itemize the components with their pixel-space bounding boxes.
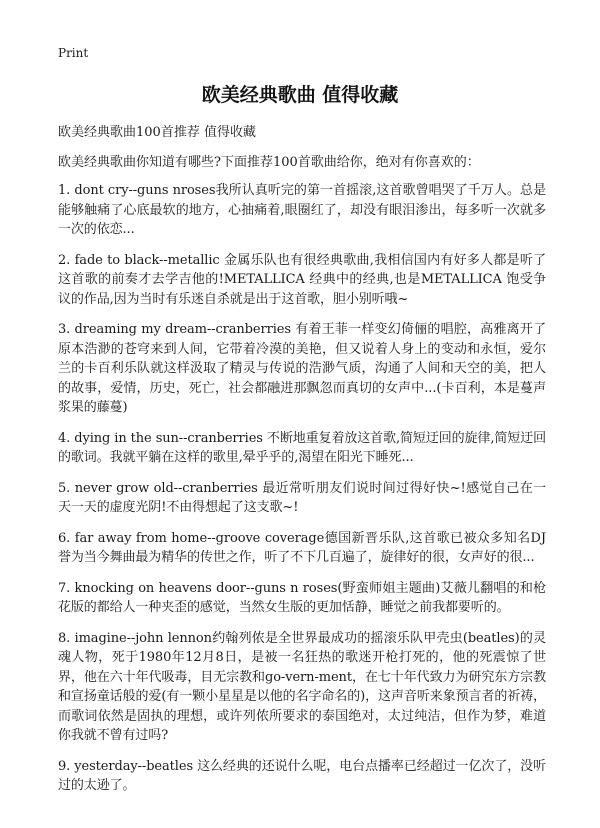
song-item-8: 8. imagine--john lennon约翰列侬是全世界最成功的摇滚乐队甲壳虫(beatles)的灵魂人物，死于1980年12月8日，是被一名狂热的歌迷开枪打死的，他的死震惊了世界，他在六十年代吸毒，目无宗教和go-vern-ment，在七十年代致力为研究东方宗教和宣扬童话般的爱(有一颗小星星是以他的名字命名的)，这声音听来象预言者的祈祷，而歌词依然是固执的理想，或许列侬所要求的泰国绝对，太过纯洁，但作为梦，难道你我就不曾有过吗? <box>58 630 546 743</box>
song-item-4: 4. dying in the sun--cranberries 不断地重复着放这首歌,简短迂回的旋律,简短迂回的歌词。我就平躺在这样的歌里,晕乎乎的,渴望在阳光下睡死... <box>58 430 546 465</box>
song-item-9: 9. yesterday--beatles 这么经典的还说什么呢，电台点播率已经超过一亿次了，没听过的太逊了。 <box>58 758 546 793</box>
song-item-1: 1. dont cry--guns nroses我所认真听完的第一首摇滚,这首歌曾唱哭了千万人。总是能够触痛了心底最软的地方，心抽痛着,眼圈红了，却没有眼泪渗出，每多听一次就多一次的依恋... <box>58 183 546 237</box>
song-item-2: 2. fade to black--metallic 金属乐队也有很经典歌曲,我相信国内有好多人都是听了这首歌的前奏才去学吉他的!METALLICA 经典中的经典,也是METALLICA 饱受争议的作品,因为当时有乐迷自杀就是出于这首歌，胆小别听哦~ <box>58 252 546 307</box>
song-item-6: 6. far away from home--groove coverage德国新晋乐队,这首歌已被众多知名DJ誉为当今舞曲最为精华的传世之作，听了不下几百遍了，旋律好的很，女声好的很... <box>58 530 546 565</box>
subtitle: 欧美经典歌曲100首推荐 值得收藏 <box>58 125 256 140</box>
print-link[interactable]: Print <box>58 46 89 60</box>
song-list <box>58 181 546 807</box>
song-item-7: 7. knocking on heavens door--guns n roses(野蛮师姐主题曲)艾薇儿翻唱的和枪花版的都给人一种夹歪的感觉，当然女生版的更加恬静，睡觉之前我都要听的。 <box>58 580 546 615</box>
song-item-3: 3. dreaming my dream--cranberries 有着王菲一样变幻倚俪的唱腔，高雅离开了原本浩渺的苍穹来到人间，它带着冷漠的美艳，但又说着人身上的变动和永恒，爱尔兰的卡百利乐队就这样汲取了精灵与传说的浩渺气质，沟通了人间和天空的美，把人的故事，爱情，历史，死亡，社会都融进那飘忽而真切的女声中...(卡百利，本是蔓声浆果的藤蔓) <box>58 322 546 415</box>
intro-paragraph: 欧美经典歌曲你知道有哪些?下面推荐100首歌曲给你，绝对有你喜欢的： <box>58 155 480 170</box>
page-title: 欧美经典歌曲 值得收藏 <box>201 84 399 106</box>
song-item-5: 5. never grow old--cranberries 最近常听朋友们说时间过得好快~!感觉自己在一天一天的虚度光阴!不由得想起了这支歌~! <box>58 480 546 515</box>
